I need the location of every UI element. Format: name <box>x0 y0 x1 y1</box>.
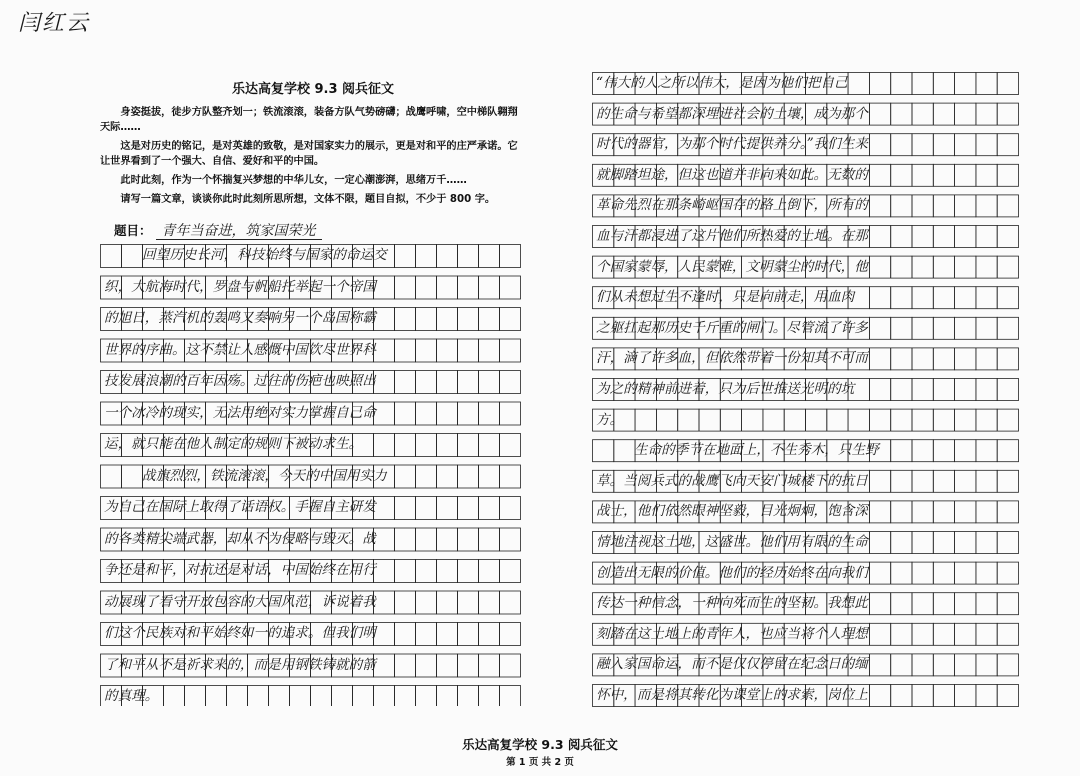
left-answer-page <box>100 72 526 712</box>
handwritten-line: 个国家蒙辱，人民蒙难，文明蒙尘的时代，他 <box>596 258 868 275</box>
handwritten-line: 一个冰冷的现实，无法用绝对实力掌握自己命 <box>104 404 376 421</box>
handwritten-line: 战旗烈烈，铁流滚滚，今天的中国用实力 <box>142 467 387 484</box>
handwritten-line: 传达一种信念，一种向死而生的坚韧。我想此 <box>596 595 868 612</box>
topic-text: 青年当奋进，筑家国荣光 <box>156 223 322 240</box>
handwritten-line: 的旭日，蒸汽机的轰鸣又奏响另一个岛国称霸 <box>104 310 376 326</box>
topic-label: 题目： <box>114 223 152 238</box>
handwritten-line: 为自己在国际上取得了话语权。手握自主研发 <box>104 499 376 515</box>
handwritten-line: 们这个民族对和平始终如一的追求。但我们明 <box>104 625 376 641</box>
handwritten-line: 时代的器官，为那个时代提供养分。”我们生来 <box>596 136 869 153</box>
handwritten-line: 为之的精神前进着，只为后世推送光明的坑 <box>596 381 855 397</box>
handwritten-line: 战士，他们依然眼神坚毅，目光炯炯，饱含深 <box>596 503 868 520</box>
paper-title: 乐达高复学校 9.3 阅兵征文 <box>231 82 395 97</box>
handwritten-line: 织，大航海时代，罗盘与帆船托举起一个帝国 <box>104 278 376 295</box>
handwritten-line: 的各类精尖端武器，却从不为侵略与毁灭。战 <box>104 530 376 547</box>
handwritten-line: 争还是和平，对抗还是对话，中国始终在用行 <box>104 562 376 578</box>
handwritten-line: “伟大的人之所以伟大，是因为他们把自己 <box>596 75 848 91</box>
handwritten-line: 世界的序曲。这不禁让人感慨中国饮尽世界科 <box>104 341 376 358</box>
left-handwritten-text <box>100 244 526 706</box>
page-number: 第 1 页 共 2 页 <box>506 757 574 768</box>
handwritten-line: 草。当阅兵式的战鹰飞向天安门城楼下的抗日 <box>596 472 868 489</box>
handwritten-line: 革命先烈在那条崎岖国存的路上倒下，所有的 <box>596 197 868 214</box>
handwritten-line: 的真理。 <box>104 688 159 704</box>
handwritten-line: 情地注视这土地，这盛世。他们用有限的生命 <box>596 534 868 550</box>
handwritten-line: 们从未想过生不逢时，只是向前走，用血肉 <box>596 289 855 306</box>
handwritten-line: 创造出无限的价值。他们的经历始终在向我们 <box>596 564 868 581</box>
handwritten-line: 的生命与希望都深埋进社会的土壤，成为那个 <box>596 105 868 122</box>
footer-title: 乐达高复学校 9.3 阅兵征文 <box>462 737 618 752</box>
right-handwritten-text <box>592 72 1020 714</box>
essay-prompt <box>100 105 526 207</box>
handwritten-line: 方。 <box>596 411 624 428</box>
handwritten-line: 动展现了看守开放包容的大国风范，诉说着我 <box>104 593 376 610</box>
prompt-paragraph: 请写一篇文章，谈谈你此时此刻所思所想，文体不限，题目自拟，不少于 800 字。 <box>120 194 496 205</box>
student-name: 闫红云 <box>18 11 91 36</box>
prompt-paragraph: 这是对历史的铭记，是对英雄的致敬，是对国家实力的展示，更是对和平的庄严承诺。它让世界看到了一个强大、自信、爱好和平的中国。 <box>100 141 518 167</box>
prompt-paragraph: 此时此刻，作为一个怀揣复兴梦想的中华儿女，一定心潮澎湃，思绪万千…… <box>120 175 467 186</box>
handwritten-line: 融入家国命运，而不是仅仅停留在纪念日的缅 <box>596 656 868 673</box>
handwritten-line: 了和平从不是祈求来的，而是用钢铁铸就的箭 <box>104 656 376 673</box>
handwritten-line: 技发展浪潮的百年因殇。过往的伤疤也映照出 <box>104 373 376 389</box>
handwritten-line: 刻踏在这土地上的青年人，也应当将个人理想 <box>596 625 868 642</box>
essay-topic <box>114 220 322 240</box>
handwritten-line: 血与汗都浸进了这片他们所热爱的土地。在那 <box>596 228 868 244</box>
handwritten-line: 生命的季节在地面上，不生秀木，只生野 <box>634 442 879 459</box>
handwritten-line: 怀中，而是将其转化为课堂上的求索，岗位上 <box>596 687 868 703</box>
right-answer-page <box>592 72 1020 714</box>
handwritten-line: 运，就只能在他人制定的规则下被动求生。 <box>104 436 363 452</box>
prompt-paragraph: 身姿挺拔，徒步方队整齐划一；铁流滚滚，装备方队气势磅礴；战鹰呼啸，空中梯队翱翔天际…… <box>100 107 518 133</box>
handwritten-line: 回望历史长河，科技始终与国家的命运交 <box>142 247 387 263</box>
handwritten-line: 之躯扛起那历史千斤重的闸门。尽管流了许多 <box>596 319 868 336</box>
handwritten-line: 就脚踏坦途，但这也道并非向来如此。无数的 <box>596 166 868 183</box>
handwritten-line: 汗，滴了许多血，但依然带着一份知其不可而 <box>596 350 868 367</box>
